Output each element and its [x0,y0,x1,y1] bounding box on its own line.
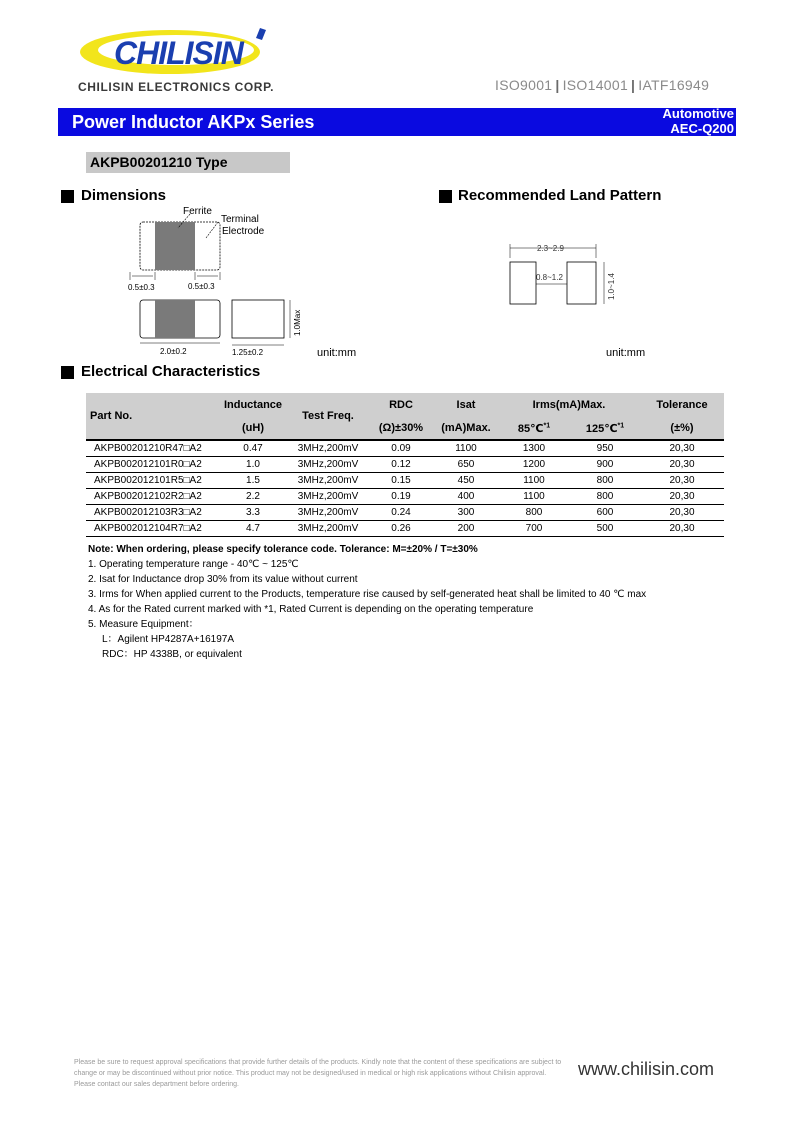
header-rdc: RDC [368,393,434,417]
table-cell: 0.12 [368,457,434,473]
chilisin-logo [78,24,268,79]
table-cell: 500 [570,521,640,537]
dim-a-label: 0.5±0.3 [128,283,155,292]
bullet-square [61,190,74,203]
table-cell: AKPB002012102R2□A2 [86,489,218,505]
note-4: 4. As for the Rated current marked with *1, Rated Current is depending on the operating temperature [88,604,534,615]
table-cell: 1100 [498,489,570,505]
table-cell: 450 [434,473,498,489]
land-pattern-drawing [500,238,630,313]
notes [88,542,646,662]
table-cell: 800 [498,505,570,521]
series-title: Power Inductor AKPx Series [72,112,315,132]
table-row [86,489,724,505]
header-part-no: Part No. [86,393,218,440]
iso-certifications: ISO9001 | ISO14001 | IATF16949 [495,77,710,93]
table-cell: AKPB002012104R7□A2 [86,521,218,537]
table-cell: 700 [498,521,570,537]
company-name: CHILISIN ELECTRONICS CORP. [78,80,275,94]
ordering-note: Note: When ordering, please specify tolerance code. Tolerance: M=±20% / T=±30% [88,544,478,555]
table-cell: 20,30 [640,521,724,537]
electrode-label: Electrode [222,226,265,237]
table-cell: 3MHz,200mV [288,521,368,537]
note-1: 1. Operating temperature range - 40℃ ~ 125℃ [88,559,299,570]
table-cell: 0.15 [368,473,434,489]
table-cell: 0.26 [368,521,434,537]
table-cell: AKPB002012101R0□A2 [86,457,218,473]
dimensions-drawing [110,200,310,360]
table-cell: 0.24 [368,505,434,521]
note-3: 3. Irms for When applied current to the Products, temperature rise caused by self-generated heat shall be limited to 40 ℃ max [88,589,647,600]
ferrite-label: Ferrite [183,206,212,217]
table-cell: 1100 [434,440,498,457]
table-cell: 20,30 [640,489,724,505]
iso-9001: ISO9001 [495,77,553,93]
dim-height-label: 1.0Max [293,309,302,336]
table-cell: 200 [434,521,498,537]
table-cell: 3.3 [218,505,288,521]
website-link[interactable]: www.chilisin.com [578,1059,715,1079]
header-test-freq: Test Freq. [288,393,368,440]
table-cell: 900 [570,457,640,473]
header-tolerance: Tolerance [640,393,724,417]
land-outer-label: 2.3~2.9 [537,244,564,253]
table-row [86,440,724,457]
table-cell: 0.19 [368,489,434,505]
header-inductance: Inductance [218,393,288,417]
header-isat-unit: (mA)Max. [434,417,498,440]
land-unit: unit:mm [606,347,646,359]
header-isat: Isat [434,393,498,417]
terminal-label: Terminal [221,214,259,225]
table-cell: 800 [570,489,640,505]
automotive-label: Automotive [662,106,734,121]
table-cell: AKPB002012103R3□A2 [86,505,218,521]
table-cell: 950 [570,440,640,457]
table-cell: AKPB00201210R47□A2 [86,440,218,457]
table-row [86,505,724,521]
iso-14001: ISO14001 [562,77,629,93]
note-2: 2. Isat for Inductance drop 30% from its value without current [88,574,358,585]
header-rdc-unit: (Ω)±30% [368,417,434,440]
table-cell: 0.09 [368,440,434,457]
table-cell: 20,30 [640,457,724,473]
electrical-heading: Electrical Characteristics [81,363,261,380]
table-row [86,457,724,473]
table-cell: 20,30 [640,505,724,521]
iatf-16949: IATF16949 [638,77,710,93]
table-cell: 0.47 [218,440,288,457]
bullet-square [61,366,74,379]
table-cell: 2.2 [218,489,288,505]
note-5b: RDC：HP 4338B, or equivalent [102,649,242,660]
header-irms-85: 85℃$^{*1}$ [498,417,570,440]
table-cell: 600 [570,505,640,521]
table-cell: AKPB002012101R5□A2 [86,473,218,489]
dimensions-unit: unit:mm [317,347,357,359]
table-cell: 20,30 [640,440,724,457]
electrical-table [86,393,724,537]
land-pattern-heading: Recommended Land Pattern [458,187,662,204]
land-height-label: 1.0~1.4 [607,273,616,300]
header-tolerance-unit: (±%) [640,417,724,440]
dimensions-heading: Dimensions [81,187,167,204]
table-row [86,473,724,489]
dim-b-label: 0.5±0.3 [188,282,215,291]
table-cell: 1200 [498,457,570,473]
note-5: 5. Measure Equipment： [88,619,199,630]
table-cell: 4.7 [218,521,288,537]
bullet-square [439,190,452,203]
table-cell: 300 [434,505,498,521]
table-row [86,521,724,537]
dim-length-label: 2.0±0.2 [160,347,187,356]
table-cell: 1.0 [218,457,288,473]
aec-q200-label: AEC-Q200 [670,121,734,136]
table-cell: 3MHz,200mV [288,457,368,473]
land-gap-label: 0.8~1.2 [536,273,563,282]
type-label: AKPB00201210 Type [90,154,228,170]
table-cell: 1.5 [218,473,288,489]
header-irms-125: 125℃$^{*1}$ [570,417,640,440]
logo-wordmark: CHILISIN [114,35,243,71]
footer-disclaimer: Please be sure to request approval specifications that provide further details of the products. Kindly note that the content of these specifications are subject to change or may be discontinued without prior notice. This product may not be designed/used in medical or high risk applications without Chilisin approval. Please contact our sales department before ordering. [74,1059,562,1088]
table-cell: 3MHz,200mV [288,473,368,489]
table-cell: 650 [434,457,498,473]
table-cell: 3MHz,200mV [288,440,368,457]
table-cell: 1100 [498,473,570,489]
table-cell: 400 [434,489,498,505]
table-cell: 20,30 [640,473,724,489]
table-cell: 800 [570,473,640,489]
table-cell: 1300 [498,440,570,457]
header-irms: Irms(mA)Max. [498,393,640,417]
table-cell: 3MHz,200mV [288,505,368,521]
note-5a: L：Agilent HP4287A+16197A [102,634,235,645]
dim-width-label: 1.25±0.2 [232,348,264,357]
table-cell: 3MHz,200mV [288,489,368,505]
header-inductance-unit: (uH) [218,417,288,440]
